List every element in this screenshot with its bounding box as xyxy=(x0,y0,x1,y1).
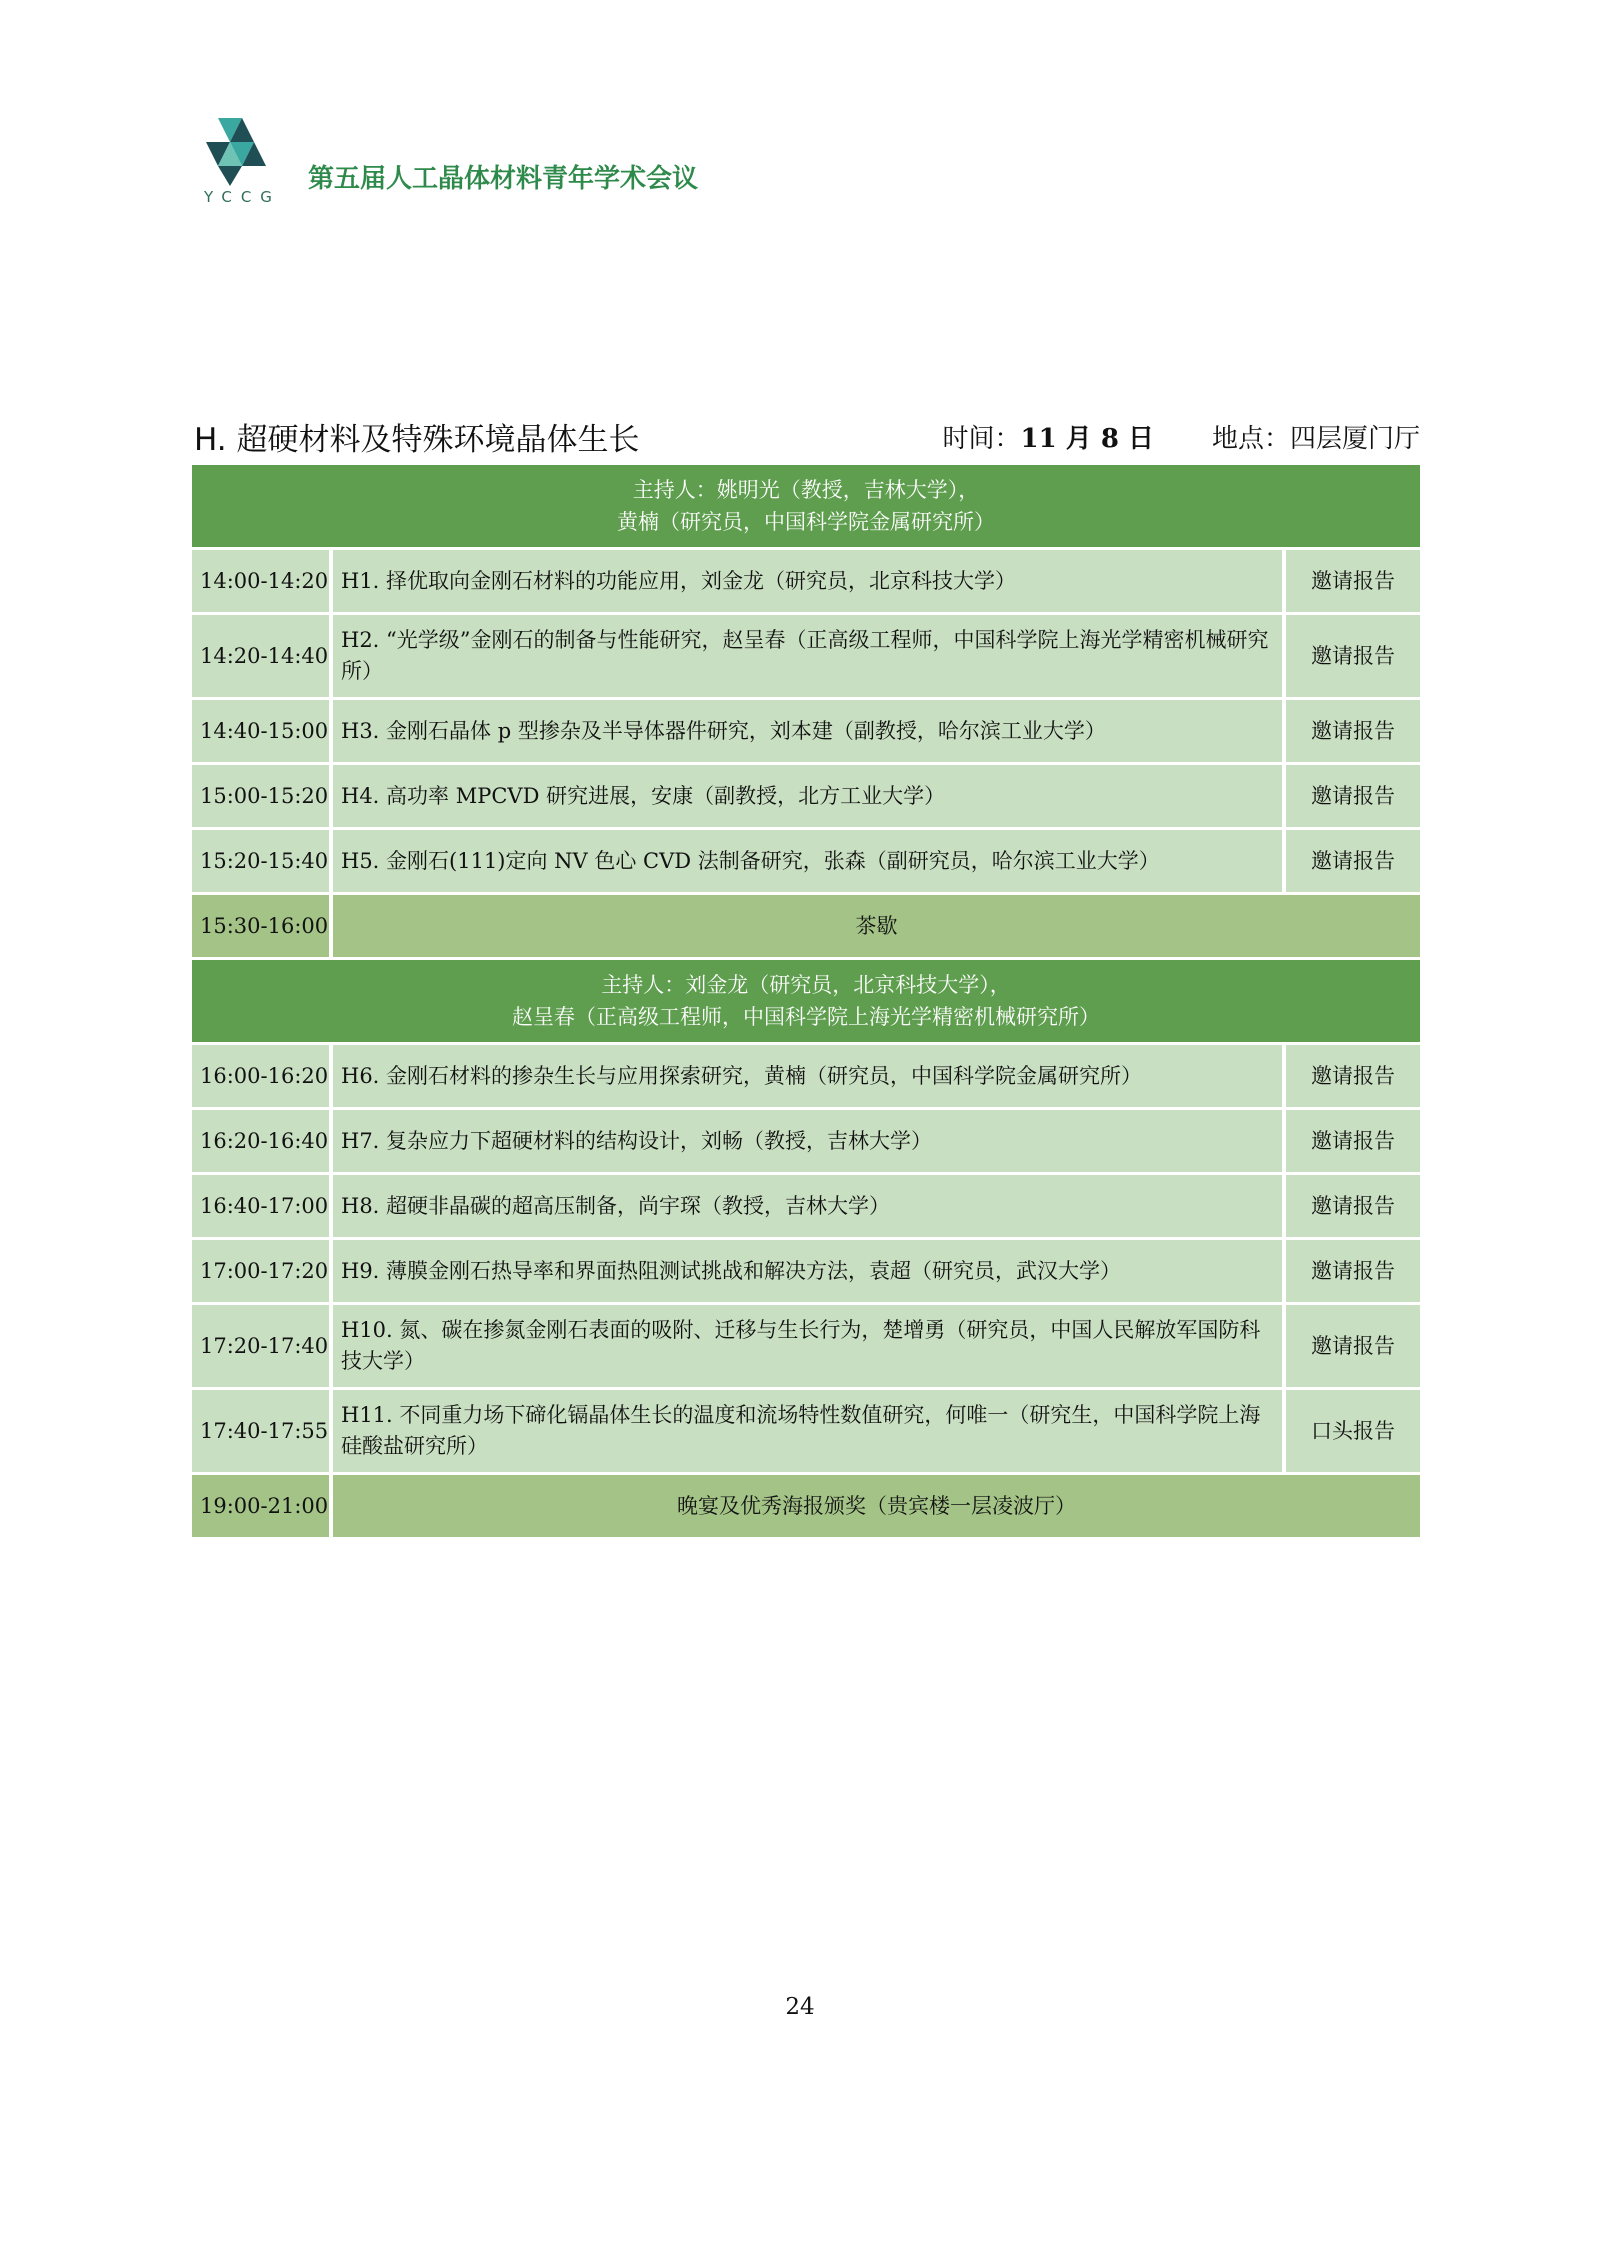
section-title: H. 超硬材料及特殊环境晶体生长 xyxy=(194,422,640,458)
type-cell: 邀请报告 xyxy=(1286,700,1420,762)
type-cell: 邀请报告 xyxy=(1286,1045,1420,1107)
host-line: 主持人：刘金龙（研究员，北京科技大学）， xyxy=(601,973,1011,997)
program-table xyxy=(192,462,1420,1540)
table-row xyxy=(192,1305,1420,1387)
table-row xyxy=(192,550,1420,612)
type-cell: 邀请报告 xyxy=(1286,550,1420,612)
type-cell: 邀请报告 xyxy=(1286,615,1420,697)
table-row xyxy=(192,1240,1420,1302)
type-cell: 邀请报告 xyxy=(1286,1240,1420,1302)
talk-cell: H11. 不同重力场下碲化镉晶体生长的温度和流场特性数值研究，何唯一（研究生，中国科学院上海硅酸盐研究所） xyxy=(333,1390,1286,1472)
break-label: 茶歇 xyxy=(333,895,1420,957)
time-value: 11 月 8 日 xyxy=(1020,424,1154,454)
time-cell: 14:20-14:40 xyxy=(192,615,333,697)
type-cell: 邀请报告 xyxy=(1286,830,1420,892)
place-value: 四层厦门厅 xyxy=(1289,424,1420,454)
session-host-row xyxy=(192,960,1420,1042)
table-row xyxy=(192,700,1420,762)
time-cell: 17:40-17:55 xyxy=(192,1390,333,1472)
talk-cell: H1. 择优取向金刚石材料的功能应用，刘金龙（研究员，北京科技大学） xyxy=(333,550,1286,612)
time-cell: 15:00-15:20 xyxy=(192,765,333,827)
talk-cell: H2. “光学级”金刚石的制备与性能研究，赵呈春（正高级工程师，中国科学院上海光学精密机械研究所） xyxy=(333,615,1286,697)
time-cell: 15:20-15:40 xyxy=(192,830,333,892)
time-cell: 15:30-16:00 xyxy=(192,895,333,957)
table-row xyxy=(192,615,1420,697)
time-cell: 19:00-21:00 xyxy=(192,1475,333,1537)
conference-title: 第五届人工晶体材料青年学术会议 xyxy=(308,164,699,194)
table-row xyxy=(192,765,1420,827)
type-cell: 邀请报告 xyxy=(1286,1110,1420,1172)
talk-cell: H5. 金刚石(111)定向 NV 色心 CVD 法制备研究，张森（副研究员，哈尔滨工业大学） xyxy=(333,830,1286,892)
table-row xyxy=(192,830,1420,892)
time-cell: 16:40-17:00 xyxy=(192,1175,333,1237)
table-row xyxy=(192,1390,1420,1472)
time-cell: 17:00-17:20 xyxy=(192,1240,333,1302)
talk-cell: H6. 金刚石材料的掺杂生长与应用探索研究，黄楠（研究员，中国科学院金属研究所） xyxy=(333,1045,1286,1107)
session-host-cell xyxy=(192,960,1420,1042)
time-cell: 16:00-16:20 xyxy=(192,1045,333,1107)
tea-break-row xyxy=(192,895,1420,957)
talk-cell: H8. 超硬非晶碳的超高压制备，尚宇琛（教授，吉林大学） xyxy=(333,1175,1286,1237)
section-heading xyxy=(194,412,1420,458)
host-line: 黄楠（研究员，中国科学院金属研究所） xyxy=(617,510,995,534)
type-cell: 口头报告 xyxy=(1286,1390,1420,1472)
place-label: 地点： xyxy=(1211,424,1290,454)
logo-text: YCCG xyxy=(204,188,281,206)
table-row xyxy=(192,1110,1420,1172)
time-cell: 14:40-15:00 xyxy=(192,700,333,762)
talk-cell: H7. 复杂应力下超硬材料的结构设计，刘畅（教授，吉林大学） xyxy=(333,1110,1286,1172)
talk-cell: H4. 高功率 MPCVD 研究进展，安康（副教授，北方工业大学） xyxy=(333,765,1286,827)
type-cell: 邀请报告 xyxy=(1286,1175,1420,1237)
session-host-row xyxy=(192,465,1420,547)
page-number: 24 xyxy=(785,1994,815,2020)
talk-cell: H10. 氮、碳在掺氮金刚石表面的吸附、迁移与生长行为，楚增勇（研究员，中国人民解放军国防科技大学） xyxy=(333,1305,1286,1387)
host-line: 赵呈春（正高级工程师，中国科学院上海光学精密机械研究所） xyxy=(512,1005,1100,1029)
host-line: 主持人：姚明光（教授，吉林大学）， xyxy=(632,478,980,502)
table-row xyxy=(192,1175,1420,1237)
table-row xyxy=(192,1045,1420,1107)
session-host-cell xyxy=(192,465,1420,547)
type-cell: 邀请报告 xyxy=(1286,765,1420,827)
talk-cell: H3. 金刚石晶体 p 型掺杂及半导体器件研究，刘本建（副教授，哈尔滨工业大学） xyxy=(333,700,1286,762)
talk-cell: H9. 薄膜金刚石热导率和界面热阻测试挑战和解决方法，袁超（研究员，武汉大学） xyxy=(333,1240,1286,1302)
banquet-row xyxy=(192,1475,1420,1537)
time-label: 时间： xyxy=(942,424,1021,454)
time-cell: 16:20-16:40 xyxy=(192,1110,333,1172)
conference-header xyxy=(196,112,816,212)
time-cell: 14:00-14:20 xyxy=(192,550,333,612)
time-cell: 17:20-17:40 xyxy=(192,1305,333,1387)
type-cell: 邀请报告 xyxy=(1286,1305,1420,1387)
section-meta xyxy=(943,418,1420,455)
banquet-label: 晚宴及优秀海报颁奖（贵宾楼一层凌波厅） xyxy=(333,1475,1420,1537)
